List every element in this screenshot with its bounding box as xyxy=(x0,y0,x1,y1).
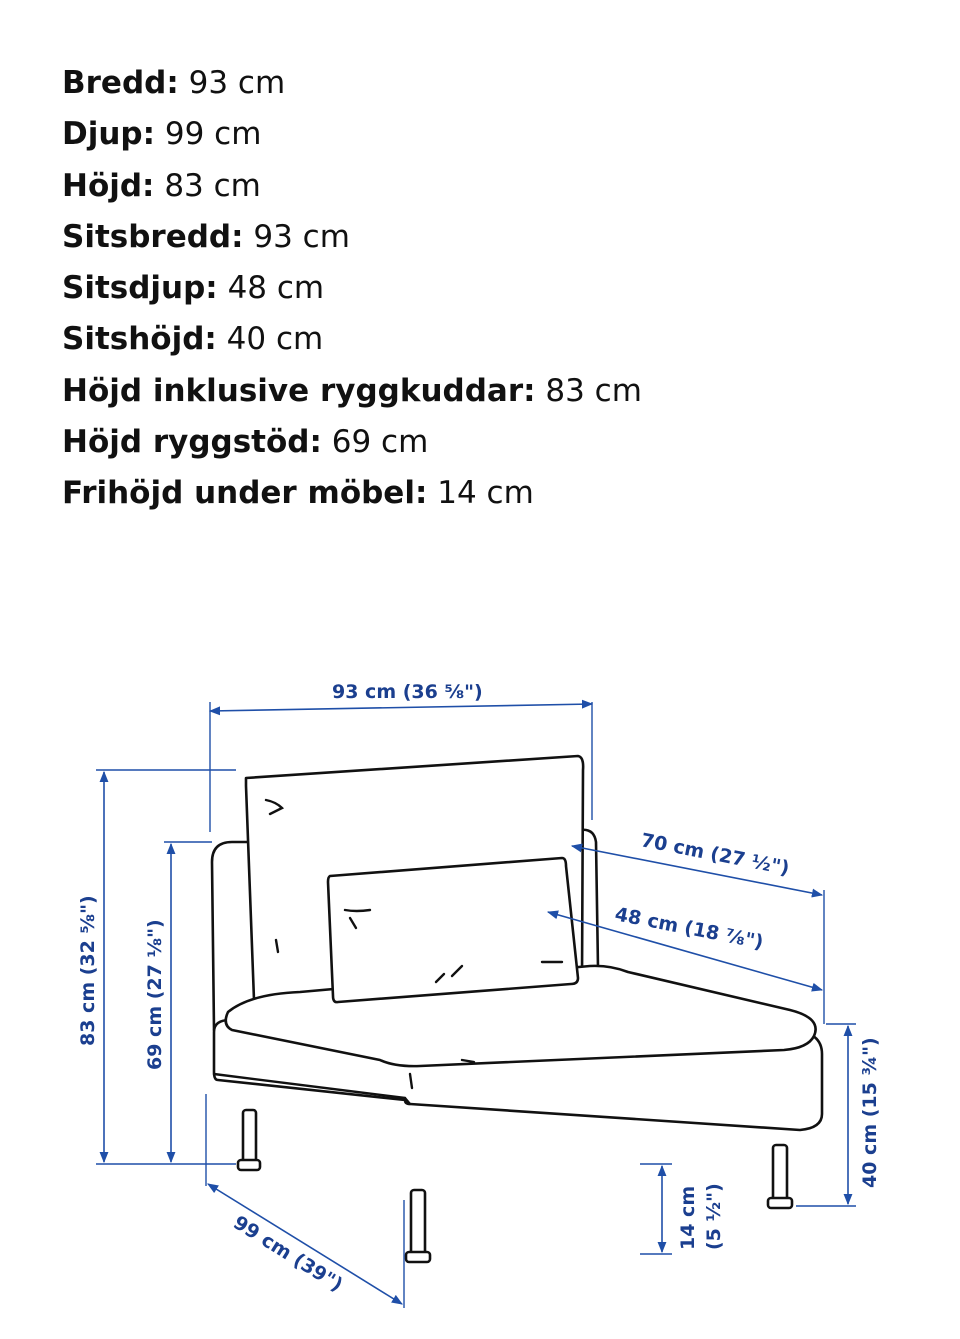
dimension-label: Sitsdjup: xyxy=(62,270,218,307)
seat-depth-label: 48 cm (18 ⅞") xyxy=(613,903,766,954)
dimension-row-sitsdjup xyxy=(62,263,642,314)
dimension-value: 83 cm xyxy=(545,372,642,409)
seat-height-label: 40 cm (15 ¾") xyxy=(859,1037,881,1188)
dimension-value: 93 cm xyxy=(188,65,286,101)
dimension-value: 83 cm xyxy=(164,167,261,204)
dimension-label: Bredd: xyxy=(62,65,179,101)
dimension-row-sitsbredd xyxy=(62,212,642,263)
dimension-value: 48 cm xyxy=(227,270,325,307)
dimension-row-frihojd xyxy=(62,468,642,519)
dimension-row-djup xyxy=(62,109,642,160)
dimension-value: 99 cm xyxy=(164,116,262,153)
dimension-label: Frihöjd under möbel: xyxy=(62,475,428,512)
back-depth-label: 70 cm (27 ½") xyxy=(639,829,792,880)
dimension-diagram xyxy=(0,600,960,1339)
dimension-label: Sitshöjd: xyxy=(62,321,217,358)
dimension-row-bredd xyxy=(62,58,642,109)
dimension-label: Djup: xyxy=(62,116,156,153)
dimension-value: 40 cm xyxy=(226,321,324,358)
depth-dimension-line xyxy=(208,1184,402,1304)
dimension-row-hojd xyxy=(62,161,642,212)
width-dimension-line xyxy=(210,704,592,711)
backrest-height-label: 69 cm (27 ⅛") xyxy=(144,919,166,1070)
dimension-label: Höjd inklusive ryggkuddar: xyxy=(62,372,536,409)
clearance-label-in: (5 ½") xyxy=(703,1183,725,1250)
dimension-list xyxy=(62,58,642,520)
dimension-row-hojd-ryggstod xyxy=(62,417,642,468)
dimension-label: Sitsbredd: xyxy=(62,218,244,255)
dimension-label: Höjd ryggstöd: xyxy=(62,424,322,461)
total-height-label: 83 cm (32 ⅝") xyxy=(77,895,99,1046)
dimension-value: 69 cm xyxy=(331,424,429,461)
sofa-module-illustration xyxy=(212,756,822,1262)
dimension-value: 93 cm xyxy=(253,218,350,255)
dimension-label: Höjd: xyxy=(62,167,155,204)
dimension-value: 14 cm xyxy=(437,475,534,512)
dimension-row-hojd-ryggkuddar xyxy=(62,366,642,417)
dimension-row-sitshojd xyxy=(62,314,642,365)
depth-label: 99 cm (39") xyxy=(229,1211,347,1297)
width-label: 93 cm (36 ⅝") xyxy=(332,681,483,703)
clearance-label-cm: 14 cm xyxy=(677,1185,699,1250)
